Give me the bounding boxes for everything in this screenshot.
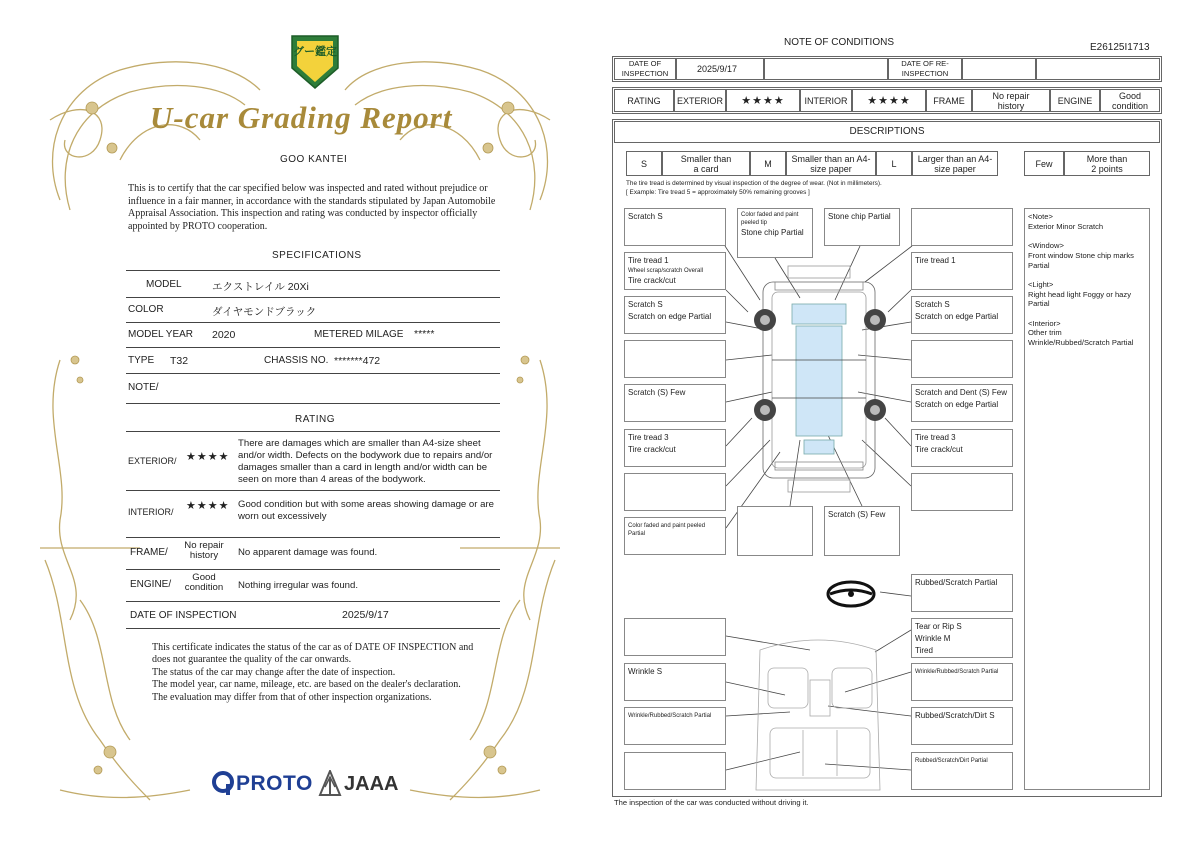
callout-rear-left <box>624 517 726 555</box>
note-of-conditions-sheet <box>600 0 1200 848</box>
footer-line: The evaluation may differ from that of other inspection organizations. <box>152 691 432 703</box>
metered-value: ***** <box>414 328 435 340</box>
note-line: Other trim <box>1028 328 1062 338</box>
note-line: Wrinkle/Rubbed/Scratch Partial <box>1028 338 1134 348</box>
chassis-value: *******472 <box>334 355 381 367</box>
callout-text: Tire tread 1 <box>628 256 669 265</box>
callout-text: Scratch on edge Partial <box>915 312 999 321</box>
legend-text-s: Smaller than a card <box>662 151 750 176</box>
callout-text: Tired <box>915 646 933 655</box>
spec-row-color <box>126 296 500 323</box>
date-value: 2025/9/17 <box>342 609 389 621</box>
callout-rear-seat-left-blank <box>624 752 726 790</box>
note-line: Right head light Foggy or hazy Partial <box>1028 289 1131 309</box>
descriptions-heading: DESCRIPTIONS <box>614 121 1160 143</box>
note-line <box>1028 270 1146 280</box>
legend-text-l: Larger than an A4-size paper <box>912 151 998 176</box>
jaaa-mark-icon <box>318 770 342 796</box>
certification-statement: This is to certify that the car specified below was inspected and rated without prejudice or influence in a fair manner, in accordance with the standards stipulated by Japan Automobile Appraisal Association. This inspection and rating was conducted by inspector officially appointed by PROTO cooperation. <box>128 183 496 232</box>
metered-label: METERED MILAGE <box>314 329 404 340</box>
certificate-footer <box>152 642 482 704</box>
note-line: <Light> <box>1028 279 1054 289</box>
callout-text: Wrinkle/Rubbed/Scratch Partial <box>628 713 712 719</box>
specifications-heading: SPECIFICATIONS <box>272 250 362 261</box>
footer-line: This certificate indicates the status of the car as of DATE OF INSPECTION and does not guarantee the quality of the car onwards. <box>152 642 474 666</box>
footer-line: The model year, car name, mileage, etc. are based on the dealer's declaration. <box>152 679 461 691</box>
model-year-value: 2020 <box>212 329 236 341</box>
interior-label: INTERIOR <box>800 89 852 112</box>
callout-text: Color faded and paint peeled Partial <box>628 523 706 537</box>
callout-text: Scratch on edge Partial <box>915 400 999 409</box>
tread-example: [ Example: Tire tread 5 = approximately 50% remaining grooves ] <box>626 189 810 196</box>
rating-label: RATING <box>614 89 674 112</box>
inspection-date-label: DATE OF INSPECTION <box>614 58 676 80</box>
exterior-stars: ★★★★ <box>186 451 230 463</box>
callout-left-front-door-blank <box>624 340 726 378</box>
interior-description: Good condition but with some areas showing damage or are worn out excessively <box>238 499 494 522</box>
sheet-title: NOTE OF CONDITIONS <box>784 37 894 48</box>
callout-left-front-fender <box>624 296 726 334</box>
frame-value: No repair history <box>184 540 224 561</box>
callout-text: Scratch (S) Few <box>628 388 686 397</box>
report-subtitle: GOO KANTEI <box>280 154 348 165</box>
engine-value: Good condition <box>184 572 224 593</box>
proto-logo-text: PROTO <box>236 772 313 795</box>
reinspection-date-label: DATE OF RE-INSPECTION <box>888 58 962 80</box>
date-label: DATE OF INSPECTION <box>130 610 237 621</box>
model-value: エクストレイル 20Xi <box>212 281 309 293</box>
callout-text: Scratch S <box>915 300 950 309</box>
frame-description: No apparent damage was found. <box>238 547 378 558</box>
model-year-label: MODEL YEAR <box>128 329 194 340</box>
type-value: T32 <box>170 355 189 367</box>
footer-line: The status of the car may change after the date of inspection. <box>152 666 396 678</box>
callout-left-door-trim <box>624 707 726 745</box>
callout-text: Scratch S <box>628 300 663 309</box>
note-line: <Window> <box>1028 241 1064 251</box>
rating-row-exterior <box>126 431 500 491</box>
report-title: U-car Grading Report <box>150 100 453 135</box>
callout-text: Wrinkle S <box>628 667 663 676</box>
callout-rear-bumper-blank <box>737 506 813 556</box>
note-line: <Note> <box>1028 212 1053 221</box>
exterior-stars: ★★★★ <box>726 89 800 112</box>
exterior-label: EXTERIOR <box>674 89 726 112</box>
callout-driver-seat <box>911 618 1013 658</box>
spec-row-year <box>126 322 500 348</box>
rating-row-date <box>126 601 500 629</box>
exterior-description: There are damages which are smaller than A4-size sheet and/or width. Defects on the bodywork due to repairs and/or damages smaller than a card in length and/or width can be seen on more than 4 areas of the bodywork. <box>238 438 493 485</box>
type-label: TYPE <box>128 355 155 366</box>
callout-right-front-door-blank <box>911 340 1013 378</box>
tread-note: The tire tread is determined by visual inspection of the degree of wear. (Not in millimeters). <box>626 180 882 187</box>
callout-left-rear-door <box>624 384 726 422</box>
callout-text: Rubbed/Scratch Partial <box>915 578 998 587</box>
note-line: Front window Stone chip marks Partial <box>1028 250 1134 270</box>
callout-text: Wrinkle/Rubbed/Scratch Partial <box>915 669 999 675</box>
color-label: COLOR <box>128 304 164 315</box>
note-line <box>1028 309 1146 319</box>
legend-key-few: Few <box>1024 151 1064 176</box>
inspection-code: E26125I1713 <box>1090 42 1150 53</box>
callout-text: Tire tread 3 <box>628 433 669 442</box>
rating-row-engine <box>126 569 500 602</box>
frame-label: FRAME/ <box>130 547 168 558</box>
callout-text: Tire crack/cut <box>915 445 963 454</box>
notes-panel <box>1024 208 1150 790</box>
frame-value: No repair history <box>972 89 1050 112</box>
callout-text: Scratch (S) Few <box>828 510 886 519</box>
spec-row-model <box>126 270 500 298</box>
note-label: NOTE/ <box>128 382 159 393</box>
rating-row-frame <box>126 537 500 570</box>
goo-kantei-badge <box>288 32 342 90</box>
badge-text: グー鑑定 <box>293 46 337 58</box>
callout-text: Scratch and Dent (S) Few <box>915 388 1008 397</box>
callout-right-door-trim <box>911 663 1013 701</box>
callout-left-rear-tire <box>624 429 726 467</box>
spec-row-type <box>126 347 500 374</box>
legend-key-s: S <box>626 151 662 176</box>
callout-rear-seat <box>911 752 1013 790</box>
engine-label: ENGINE <box>1050 89 1100 112</box>
callout-right-rear-door <box>911 384 1013 422</box>
engine-description: Nothing irregular was found. <box>238 580 358 591</box>
chassis-label: CHASSIS NO. <box>264 355 329 366</box>
callout-front-left <box>624 208 726 246</box>
callout-right-rear-quarter-blank <box>911 473 1013 511</box>
callout-text: Scratch S <box>628 212 663 221</box>
legend-text-m: Smaller than an A4-size paper <box>786 151 876 176</box>
jaaa-logo-text: JAAA <box>344 773 399 795</box>
legend-text-few: More than 2 points <box>1064 151 1150 176</box>
sheet-footer-note: The inspection of the car was conducted without driving it. <box>614 798 809 807</box>
color-value: ダイヤモンドブラック <box>212 306 317 318</box>
callout-text: Wheel scrap/scratch Overall <box>628 268 704 274</box>
callout-right-rear-tire <box>911 429 1013 467</box>
callout-right-front-fender <box>911 296 1013 334</box>
note-line: <Interior> <box>1028 318 1061 328</box>
callout-text: Wrinkle M <box>915 634 951 643</box>
interior-stars: ★★★★ <box>186 500 230 512</box>
callout-steering-wheel <box>911 574 1013 612</box>
model-label: MODEL <box>146 279 182 290</box>
callout-text: Tear or Rip S <box>915 622 962 631</box>
interior-stars: ★★★★ <box>852 89 926 112</box>
legend-key-m: M <box>750 151 786 176</box>
callout-front-left-tire <box>624 252 726 290</box>
callout-text: Tire tread 1 <box>915 256 956 265</box>
callout-text: Rubbed/Scratch/Dirt S <box>915 711 995 720</box>
rating-row-interior <box>126 489 500 538</box>
callout-center-console <box>911 707 1013 745</box>
callout-text: Stone chip Partial <box>828 212 891 221</box>
callout-text: Tire crack/cut <box>628 276 676 285</box>
callout-windshield <box>824 208 900 246</box>
callout-front-bumper <box>737 208 813 258</box>
callout-text: Color faded and paint peeled tip <box>741 212 799 226</box>
rating-heading: RATING <box>295 414 336 425</box>
callout-text: Stone chip Partial <box>741 228 804 237</box>
callout-text: Tire crack/cut <box>628 445 676 454</box>
note-line <box>1028 231 1146 241</box>
exterior-label: EXTERIOR/ <box>128 456 177 466</box>
legend-key-l: L <box>876 151 912 176</box>
callout-rear-hatch <box>824 506 900 556</box>
engine-label: ENGINE/ <box>130 579 172 590</box>
callout-text: Scratch on edge Partial <box>628 312 712 321</box>
callout-passenger-seat <box>624 663 726 701</box>
interior-label: INTERIOR/ <box>128 507 174 517</box>
inspection-date-value: 2025/9/17 <box>676 58 764 80</box>
spec-row-note <box>126 373 500 404</box>
callout-left-rear-quarter-blank <box>624 473 726 511</box>
note-line: Exterior Minor Scratch <box>1028 221 1104 231</box>
callout-text: Rubbed/Scratch/Dirt Partial <box>915 758 988 764</box>
proto-mark-icon <box>212 770 234 796</box>
callout-dashboard-blank <box>624 618 726 656</box>
steering-wheel-icon <box>828 582 874 606</box>
callout-front-right-blank <box>911 208 1013 246</box>
frame-label: FRAME <box>926 89 972 112</box>
engine-value: Good condition <box>1100 89 1160 112</box>
callout-text: Tire tread 3 <box>915 433 956 442</box>
callout-front-right-tire <box>911 252 1013 290</box>
